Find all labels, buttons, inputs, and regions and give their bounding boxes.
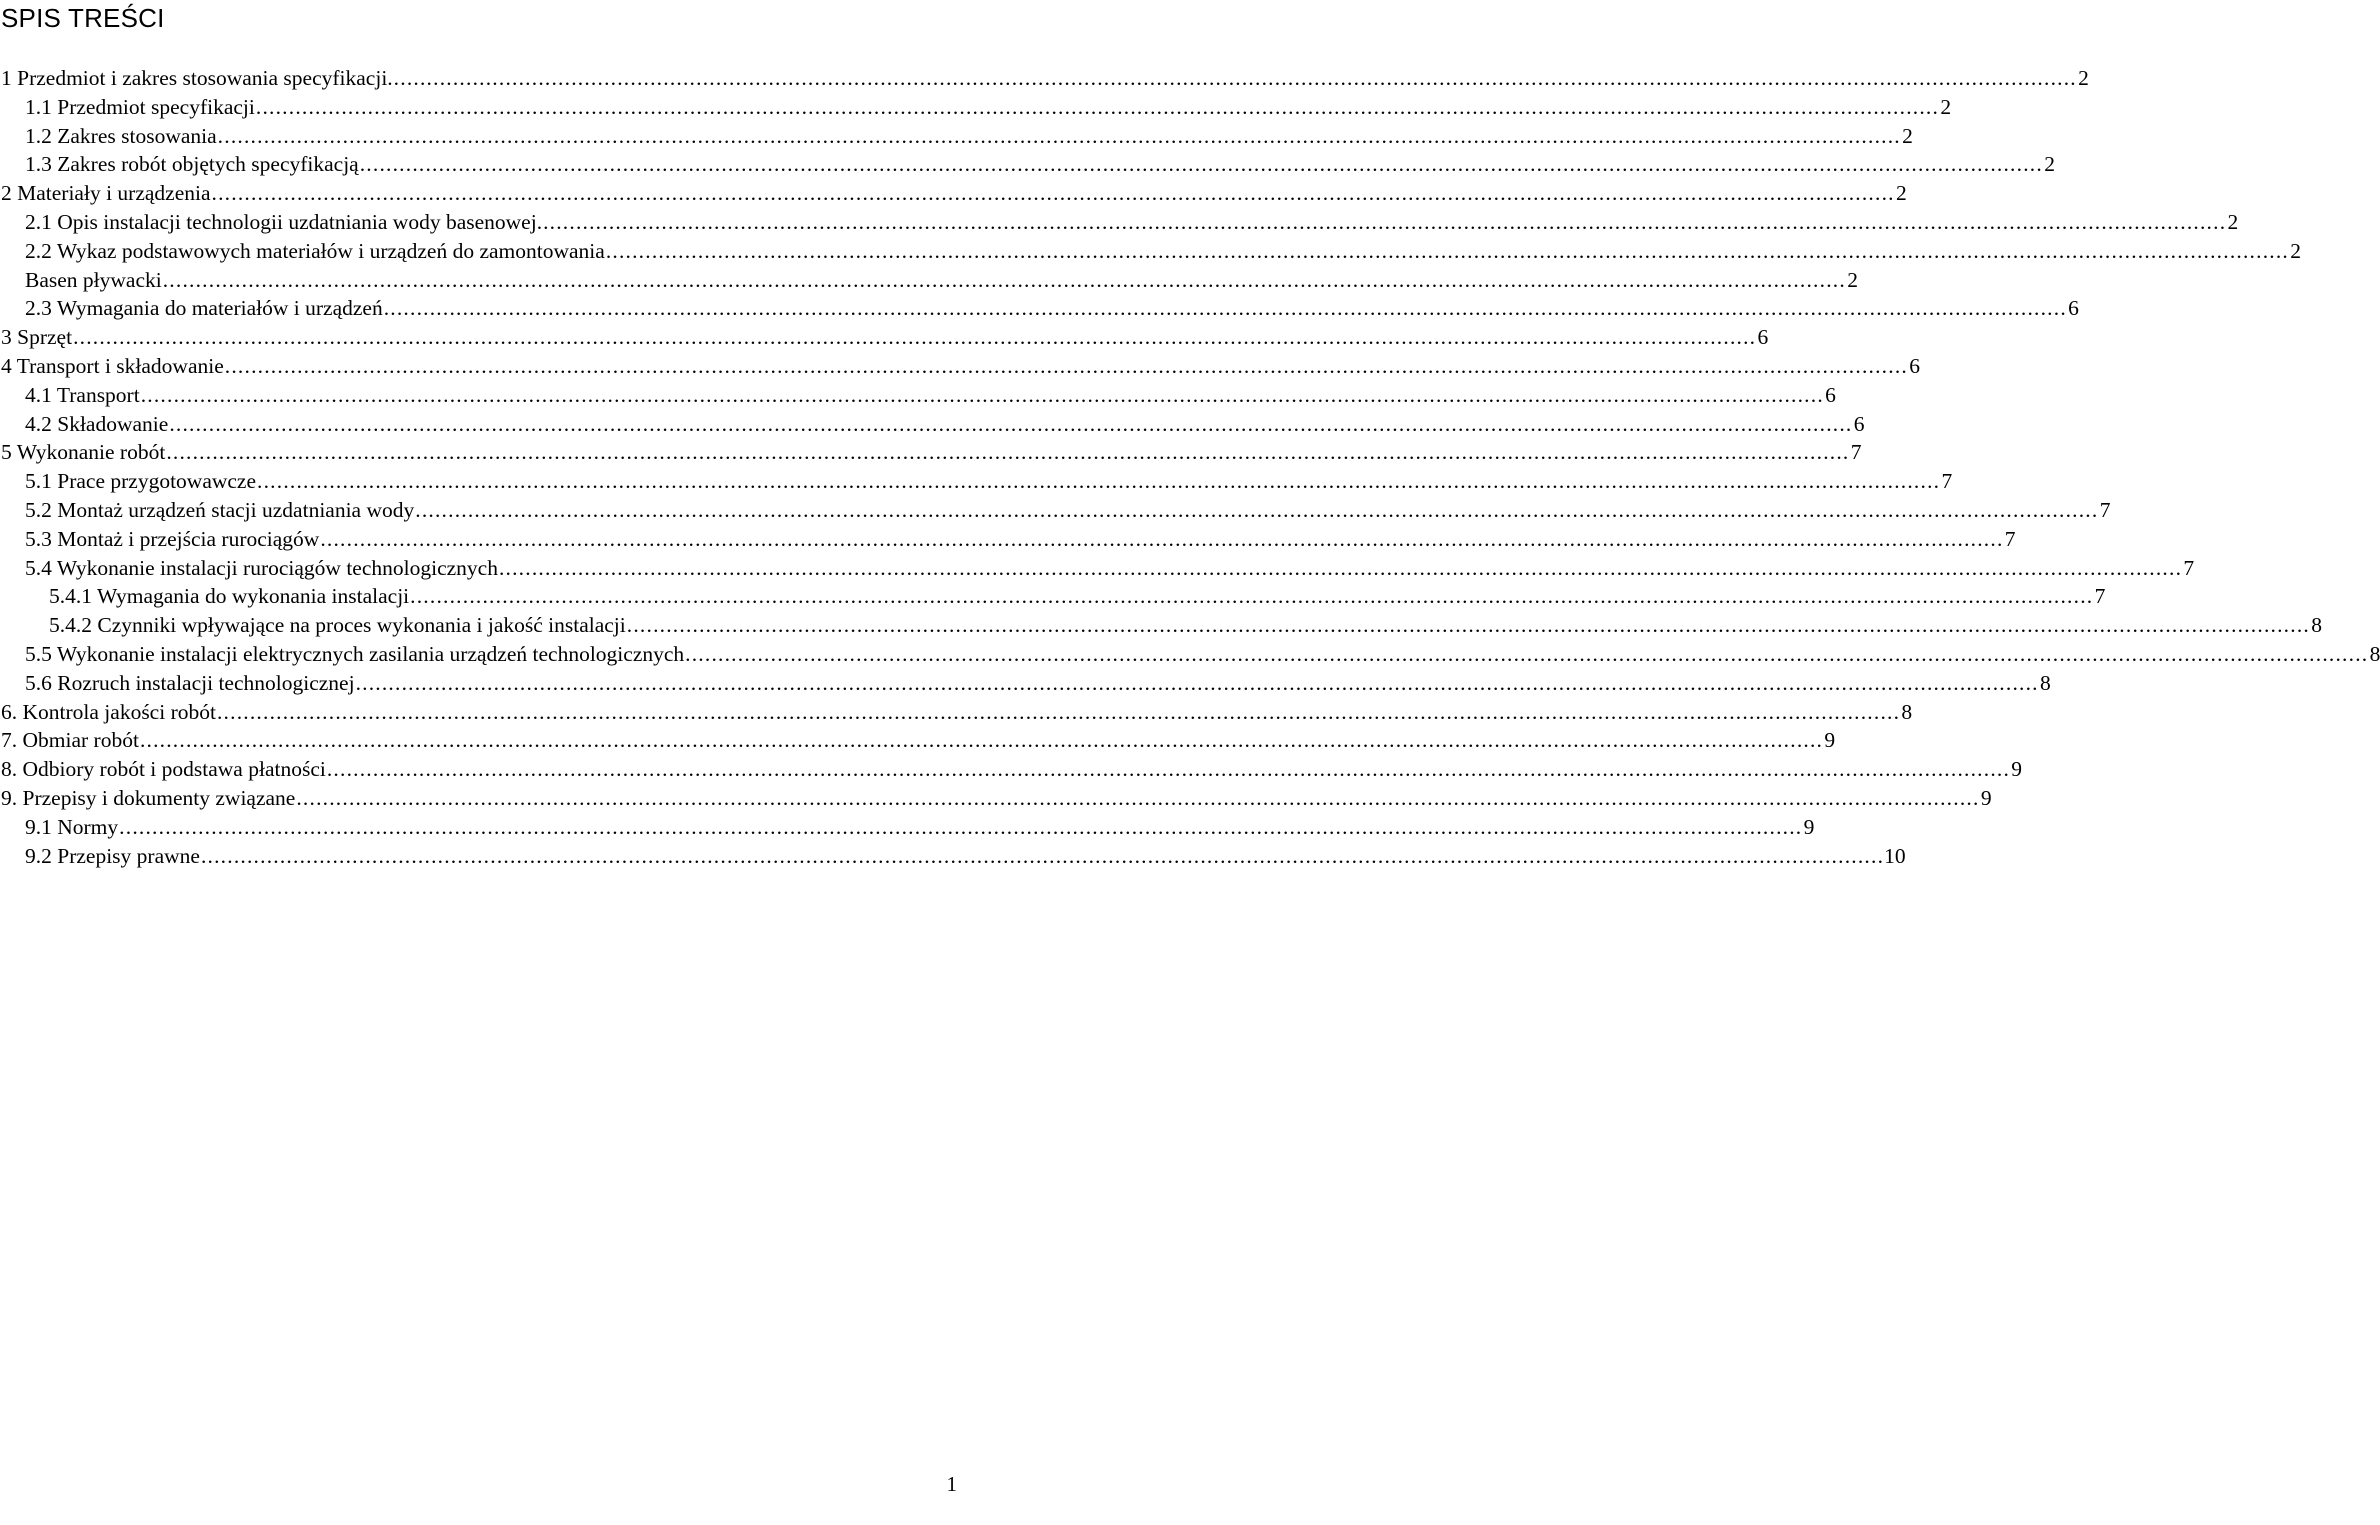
toc-entry-page: 8 (2311, 613, 2322, 638)
toc-entry[interactable] (0, 554, 2195, 583)
toc-leader-dots (73, 323, 1756, 352)
toc-leader-dots (606, 237, 2289, 266)
toc-entry-title: Basen pływacki (25, 267, 162, 292)
toc-leader-dots (218, 122, 1901, 151)
toc-entry-page: 7 (2183, 555, 2195, 580)
toc-entry-page: 7 (2094, 584, 2106, 609)
toc-entry-title: 4 Transport i składowanie (1, 353, 224, 378)
toc-entry[interactable] (0, 611, 2322, 640)
toc-entry-page: 9 (1824, 728, 1836, 753)
toc-entry-page: 6 (1853, 411, 1865, 436)
toc-entry[interactable] (0, 842, 1906, 871)
toc-entry-page: 2 (2290, 238, 2302, 263)
toc-entry[interactable] (0, 352, 1920, 381)
toc-leader-dots (394, 64, 2077, 93)
toc-leader-dots (320, 525, 2003, 554)
toc-entry-title: 5.1 Prace przygotowawcze (25, 469, 257, 494)
table-of-contents (0, 64, 2380, 870)
toc-entry[interactable] (0, 669, 2051, 698)
toc-entry-title: 5.6 Rozruch instalacji technologicznej (25, 670, 355, 695)
toc-leader-dots (627, 611, 2310, 640)
toc-entry[interactable] (0, 784, 1992, 813)
toc-entry-title: 3 Sprzęt (1, 325, 73, 350)
toc-entry-page: 6 (1909, 353, 1920, 378)
toc-entry-title: 2.2 Wykaz podstawowych materiałów i urządzeń do zamontowania (25, 238, 605, 263)
toc-entry[interactable] (0, 266, 1858, 295)
toc-entry-page: 10 (1884, 843, 1906, 868)
toc-entry[interactable] (0, 64, 2089, 93)
toc-entry-page: 2 (2078, 66, 2089, 90)
toc-leader-dots (140, 726, 1823, 755)
toc-leader-dots (360, 150, 2043, 179)
toc-leader-dots (119, 813, 1802, 842)
toc-leader-dots (356, 669, 2039, 698)
toc-entry-title: 5.3 Montaż i przejścia rurociągów (25, 526, 320, 551)
toc-entry[interactable] (0, 726, 1836, 755)
toc-entry-page: 9 (1803, 814, 1815, 839)
toc-leader-dots (410, 582, 2093, 611)
toc-entry-page: 7 (1941, 469, 1953, 494)
toc-leader-dots (212, 179, 1895, 208)
toc-entry[interactable] (0, 438, 1862, 467)
toc-entry[interactable] (0, 525, 2016, 554)
toc-entry-page: 6 (1757, 325, 1769, 350)
toc-entry-page: 8 (1901, 699, 1913, 724)
toc-entry[interactable] (0, 496, 2111, 525)
toc-leader-dots (163, 266, 1846, 295)
toc-entry[interactable] (0, 323, 1769, 352)
toc-entry-page: 2 (2044, 152, 2055, 177)
toc-leader-dots (225, 352, 1908, 381)
toc-leader-dots (384, 294, 2067, 323)
toc-entry-title: 5.5 Wykonanie instalacji elektrycznych zasilania urządzeń technologicznych (25, 641, 685, 666)
toc-leader-dots (499, 554, 2182, 583)
toc-entry-title: 1.1 Przedmiot specyfikacji (25, 94, 255, 119)
toc-entry[interactable] (0, 640, 2380, 669)
toc-entry-title: 1.3 Zakres robót objętych specyfikacją (25, 152, 359, 177)
toc-entry-title: 5.4.1 Wymagania do wykonania instalacji (49, 584, 410, 609)
toc-leader-dots (201, 842, 1884, 871)
toc-entry[interactable] (0, 294, 2079, 323)
toc-entry-page: 2 (1940, 94, 1952, 119)
toc-entry-page: 7 (1850, 440, 1862, 465)
toc-entry-title: 2.3 Wymagania do materiałów i urządzeń (25, 296, 383, 321)
toc-entry-title: 4.2 Składowanie (25, 411, 169, 436)
toc-entry-title: 5.4 Wykonanie instalacji rurociągów technologicznych (25, 555, 498, 580)
toc-leader-dots (685, 640, 2368, 669)
toc-entry-page: 2 (2227, 209, 2239, 234)
page-title: SPIS TREŚCI (1, 3, 165, 33)
toc-entry-title: 9. Przepisy i dokumenty związane (1, 785, 296, 810)
toc-entry[interactable] (0, 410, 1865, 439)
toc-entry[interactable] (0, 698, 1913, 727)
toc-entry[interactable] (0, 150, 2055, 179)
toc-entry-page: 8 (2040, 670, 2051, 695)
toc-entry-page: 9 (2011, 757, 2023, 782)
toc-leader-dots (327, 755, 2010, 784)
toc-entry-title: 9.1 Normy (25, 814, 119, 839)
toc-entry-title: 8. Odbiory robót i podstawa płatności (1, 757, 326, 782)
toc-entry-title: 2 Materiały i urządzenia (1, 181, 211, 206)
toc-entry-title: 4.1 Transport (25, 382, 140, 407)
toc-entry-page: 2 (1895, 181, 1907, 206)
toc-leader-dots (256, 93, 1939, 122)
toc-entry-title: 5.2 Montaż urządzeń stacji uzdatniania wody (25, 497, 415, 522)
toc-leader-dots (415, 496, 2098, 525)
toc-entry[interactable] (0, 122, 1913, 151)
toc-leader-dots (296, 784, 1979, 813)
toc-entry-page: 2 (1902, 123, 1913, 148)
toc-entry-page: 6 (2068, 296, 2079, 321)
toc-entry[interactable] (0, 813, 1815, 842)
toc-entry[interactable] (0, 582, 2106, 611)
toc-leader-dots (166, 438, 1849, 467)
toc-entry[interactable] (0, 755, 2023, 784)
toc-leader-dots (543, 208, 2226, 237)
toc-entry-title: 1.2 Zakres stosowania (25, 123, 217, 148)
toc-entry-title: 1 Przedmiot i zakres stosowania specyfikacji. (1, 66, 393, 90)
toc-entry-title: 5.4.2 Czynniki wpływające na proces wykonania i jakość instalacji (49, 613, 626, 638)
toc-entry-page: 8 (2369, 641, 2380, 666)
toc-leader-dots (257, 467, 1940, 496)
toc-entry-page: 7 (2099, 497, 2111, 522)
toc-entry-page: 2 (1847, 267, 1858, 292)
toc-entry[interactable] (0, 381, 1836, 410)
toc-entry[interactable] (0, 208, 2239, 237)
toc-entry-title: 7. Obmiar robót (1, 728, 139, 753)
toc-entry[interactable] (0, 179, 1907, 208)
toc-entry-title: 9.2 Przepisy prawne (25, 843, 200, 868)
toc-entry[interactable] (0, 237, 2302, 266)
toc-entry-title: 2.1 Opis instalacji technologii uzdatniania wody basenowej. (25, 209, 543, 234)
toc-entry-title: 5 Wykonanie robót (1, 440, 166, 465)
toc-entry-title: 6. Kontrola jakości robót (1, 699, 216, 724)
page-number: 1 (946, 1472, 957, 1496)
toc-entry[interactable] (0, 93, 1952, 122)
toc-leader-dots (217, 698, 1900, 727)
toc-entry-page: 7 (2004, 526, 2016, 551)
toc-entry-page: 6 (1825, 382, 1836, 407)
toc-leader-dots (169, 410, 1852, 439)
toc-leader-dots (141, 381, 1824, 410)
toc-entry[interactable] (0, 467, 1953, 496)
toc-entry-page: 9 (1980, 785, 1992, 810)
